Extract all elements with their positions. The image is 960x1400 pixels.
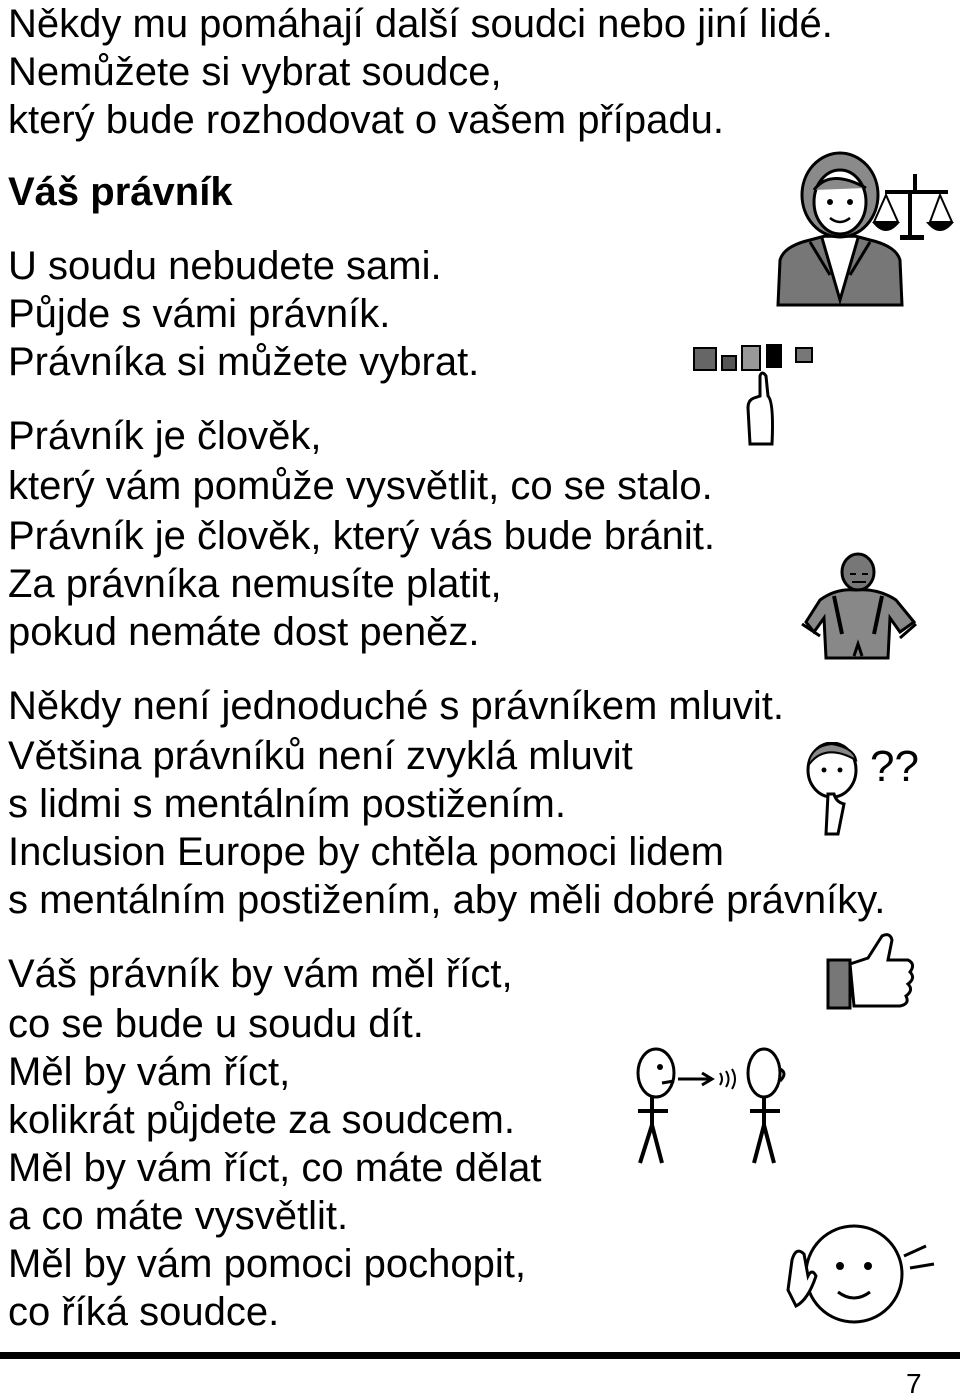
smiling-face-icon — [782, 1220, 942, 1330]
p4-line-5: Měl by vám říct, co máte dělat — [8, 1146, 542, 1190]
p4-line-6: a co máte vysvětlit. — [8, 1194, 349, 1238]
p2-line-5: pokud nemáte dost peněz. — [8, 610, 480, 654]
p3-line-2: Většina právníků není zvyklá mluvit — [8, 734, 633, 778]
p1-line-1: U soudu nebudete sami. — [8, 244, 442, 288]
talking-people-icon — [632, 1045, 802, 1165]
p1-line-2: Půjde s vámi právník. — [8, 292, 391, 336]
p2-line-4: Za právníka nemusíte platit, — [8, 562, 502, 606]
p4-line-7: Měl by vám pomoci pochopit, — [8, 1242, 527, 1286]
intro-line-1: Někdy mu pomáhají další soudci nebo jiní lidé. — [8, 2, 833, 46]
p3-line-1: Někdy není jednoduché s právníkem mluvit. — [8, 684, 784, 728]
thumbs-up-icon — [824, 930, 916, 1012]
p2-line-2: který vám pomůže vysvětlit, co se stalo. — [8, 464, 713, 508]
confused-person-icon — [804, 742, 870, 838]
p4-line-4: kolikrát půjdete za soudcem. — [8, 1098, 515, 1142]
p2-line-1: Právník je člověk, — [8, 414, 322, 458]
page-number: 7 — [906, 1368, 922, 1399]
intro-line-2: Nemůžete si vybrat soudce, — [8, 50, 502, 94]
question-marks: ?? — [870, 742, 919, 791]
p3-line-3: s lidmi s mentálním postižením. — [8, 782, 566, 826]
footer-rule — [0, 1352, 960, 1359]
p4-line-1: Váš právník by vám měl říct, — [8, 952, 513, 996]
p4-line-8: co říká soudce. — [8, 1290, 280, 1334]
intro-line-3: který bude rozhodovat o vašem případu. — [8, 98, 724, 142]
p2-line-3: Právník je člověk, který vás bude bránit. — [8, 514, 715, 558]
lawyer-scales-icon — [770, 150, 960, 310]
choose-finger-icon — [690, 338, 830, 448]
p3-line-4: Inclusion Europe by chtěla pomoci lidem — [8, 830, 724, 874]
p4-line-2: co se bude u soudu dít. — [8, 1002, 424, 1046]
p4-line-3: Měl by vám říct, — [8, 1050, 291, 1094]
p3-line-5: s mentálním postižením, aby měli dobré právníky. — [8, 878, 886, 922]
p1-line-3: Právníka si můžete vybrat. — [8, 340, 480, 384]
empty-pockets-icon — [796, 552, 926, 662]
section-heading: Váš právník — [8, 170, 233, 214]
